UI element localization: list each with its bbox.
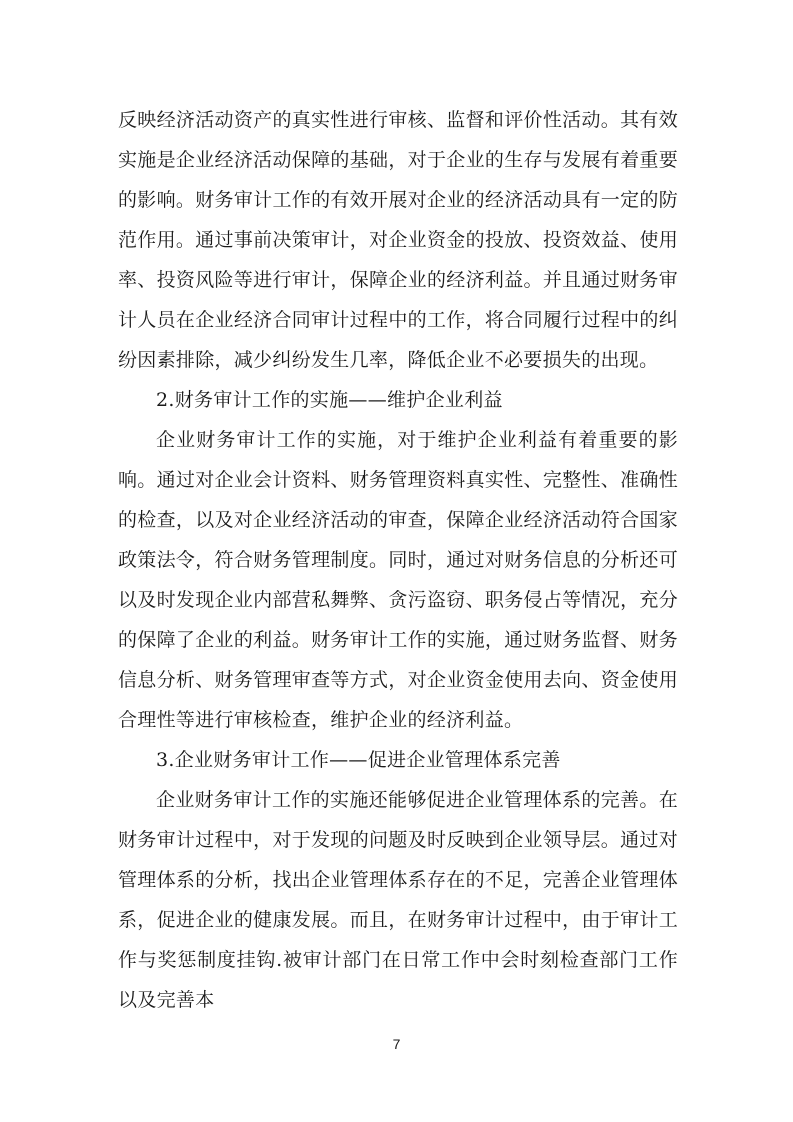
paragraph-section-2: 企业财务审计工作的实施，对于维护企业利益有着重要的影响。通过对企业会计资料、财务管理资料真实性、完整性、准确性的检查，以及对企业经济活动的审查，保障企业经济活动符合国家政策法令，符合财务管理制度。同时，通过对财务信息的分析还可以及时发现企业内部营私舞弊、贪污盗窃、职务侵占等情况，充分的保障了企业的利益。财务审计工作的实施，通过财务监督、财务信息分析、财务管理审查等方式，对企业资金使用去向、资金使用合理性等进行审核检查，维护企业的经济利益。 bbox=[118, 429, 678, 731]
section-heading-2: 2.财务审计工作的实施——维护企业利益 bbox=[156, 389, 503, 411]
paragraph-intro-continued: 反映经济活动资产的真实性进行审核、监督和评价性活动。其有效实施是企业经济活动保障的基础，对于企业的生存与发展有着重要的影响。财务审计工作的有效开展对企业的经济活动具有一定的防范作用。通过事前决策审计，对企业资金的投放、投资效益、使用率、投资风险等进行审计，保障企业的经济利益。并且通过财务审计人员在企业经济合同审计过程中的工作，将合同履行过程中的纠纷因素排除，减少纠纷发生几率，降低企业不必要损失的出现。 bbox=[118, 109, 678, 371]
page-number: 7 bbox=[392, 1036, 401, 1052]
section-heading-3: 3.企业财务审计工作——促进企业管理体系完善 bbox=[156, 749, 561, 771]
paragraph-section-3: 企业财务审计工作的实施还能够促进企业管理体系的完善。在财务审计过程中，对于发现的问题及时反映到企业领导层。通过对管理体系的分析，找出企业管理体系存在的不足，完善企业管理体系，促进企业的健康发展。而且，在财务审计过程中，由于审计工作与奖惩制度挂钩.被审计部门在日常工作中会时刻检查部门工作以及完善本 bbox=[118, 789, 678, 1011]
body-text bbox=[118, 100, 678, 1020]
